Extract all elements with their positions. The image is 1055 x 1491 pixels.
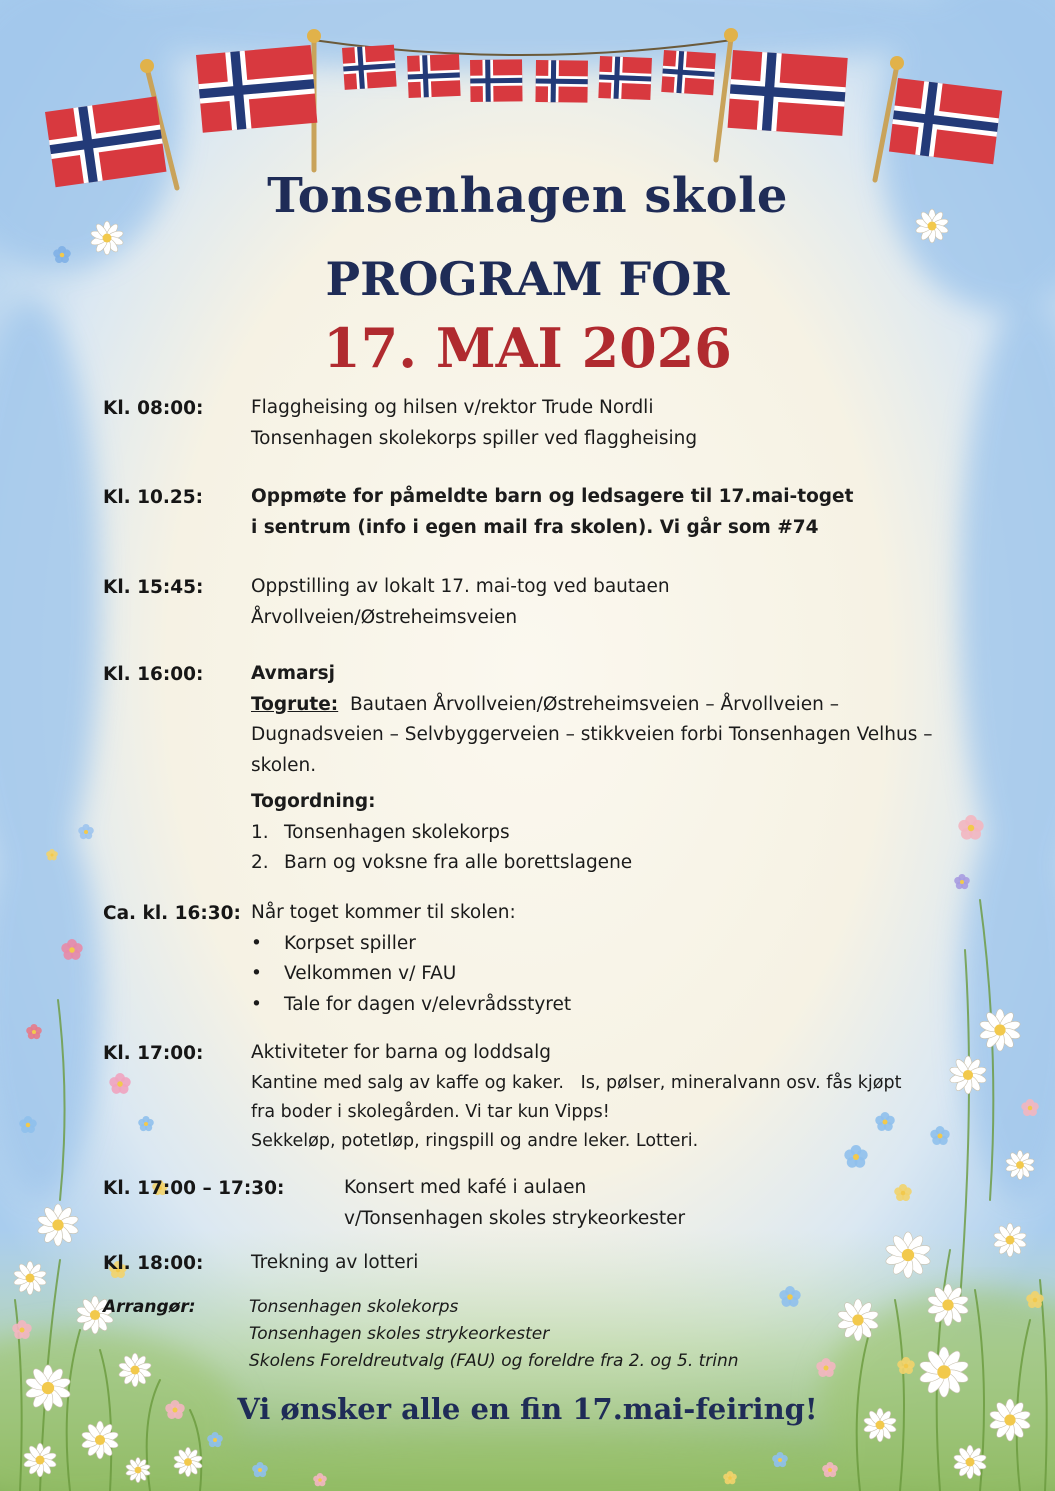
bullet-text: Tale for dagen v/elevrådsstyret (284, 993, 572, 1015)
route-text: skolen. (251, 754, 317, 776)
time-1700-1730: Kl. 17:00 – 17:30: (103, 1178, 285, 1199)
order-label: Togordning: (251, 791, 376, 812)
norwegian-flag (889, 78, 1002, 164)
organizer-name: Tonsenhagen skoles strykeorkester (249, 1324, 550, 1344)
entry-1600 (251, 659, 933, 879)
flag-bunting (407, 54, 461, 98)
order-item (251, 848, 933, 879)
entry-line: Tonsenhagen skolekorps spiller ved flaggheising (251, 427, 698, 449)
flag-bunting (535, 60, 588, 103)
entry-line: Når toget kommer til skolen: (251, 902, 516, 923)
order-number: 1. (251, 821, 269, 843)
organizers-label: Arrangør: (103, 1297, 196, 1317)
order-item (251, 818, 933, 849)
order-text: Tonsenhagen skolekorps (284, 821, 510, 843)
bullet-item (251, 929, 571, 960)
organizer-name: Tonsenhagen skolekorps (249, 1297, 459, 1317)
entry-line: Årvollveien/Østreheimsveien (251, 606, 518, 628)
norwegian-flag (728, 50, 848, 136)
flag-bunting (598, 56, 652, 100)
organizers-list (249, 1294, 739, 1375)
bullet-item (251, 990, 571, 1021)
bullet-text: Velkommen v/ FAU (284, 963, 457, 984)
flag-bunting (661, 50, 716, 95)
route-line (251, 690, 933, 721)
entry-1545 (251, 572, 670, 633)
flag-bunting (342, 45, 397, 90)
entry-line: i sentrum (info i egen mail fra skolen). Vi går som #74 (251, 516, 819, 538)
entry-line: Kantine med salg av kaffe og kaker. Is, pølser, mineralvann osv. fås kjøpt (251, 1072, 902, 1093)
event-date: 17. MAI 2026 (323, 316, 732, 380)
entry-1700 (251, 1038, 901, 1156)
flag-bunting (470, 59, 523, 102)
bullet-icon: • (251, 993, 262, 1015)
entry-1700-1730 (344, 1173, 685, 1234)
entry-1025 (251, 482, 853, 543)
time-1700: Kl. 17:00: (103, 1043, 204, 1064)
organizer-name: Skolens Foreldreutvalg (FAU) og foreldre fra 2. og 5. trinn (249, 1351, 739, 1371)
time-1800: Kl. 18:00: (103, 1253, 204, 1274)
time-1630: Ca. kl. 16:30: (103, 903, 241, 924)
order-number: 2. (251, 852, 269, 873)
time-1025: Kl. 10.25: (103, 487, 204, 508)
entry-line: Trekning av lotteri (251, 1252, 419, 1273)
entry-line: v/Tonsenhagen skoles strykeorkester (344, 1207, 686, 1229)
entry-line: Konsert med kafé i aulaen (344, 1177, 587, 1198)
entry-line: fra boder i skolegården. Vi tar kun Vipps! (251, 1101, 610, 1122)
time-1545: Kl. 15:45: (103, 577, 204, 598)
time-1600: Kl. 16:00: (103, 664, 204, 685)
bullet-icon: • (251, 963, 262, 984)
bullet-icon: • (251, 932, 262, 954)
norwegian-flag (196, 45, 317, 133)
entry-line: Flaggheising og hilsen v/rektor Trude Nordli (251, 397, 654, 418)
time-0800: Kl. 08:00: (103, 398, 204, 419)
closing-greeting: Vi ønsker alle en fin 17.mai-feiring! (237, 1392, 818, 1426)
bullet-item (251, 959, 571, 990)
school-name: Tonsenhagen skole (267, 168, 788, 224)
entry-line: Oppstilling av lokalt 17. mai-tog ved bautaen (251, 576, 670, 597)
entry-1800 (251, 1248, 418, 1279)
route-text: Dugnadsveien – Selvbyggerveien – stikkveien forbi Tonsenhagen Velhus – (251, 724, 933, 745)
entry-heading: Avmarsj (251, 663, 335, 684)
entry-line: Sekkeløp, potetløp, ringspill og andre leker. Lotteri. (251, 1130, 699, 1151)
entry-0800 (251, 393, 697, 454)
bullet-text: Korpset spiller (284, 932, 416, 954)
entry-line: Aktiviteter for barna og loddsalg (251, 1042, 551, 1063)
program-heading: PROGRAM FOR (325, 252, 730, 306)
entry-line: Oppmøte for påmeldte barn og ledsagere til 17.mai-toget (251, 486, 854, 507)
route-text: Bautaen Årvollveien/Østreheimsveien – Årvollveien – (349, 693, 839, 715)
order-text: Barn og voksne fra alle borettslagene (284, 852, 633, 873)
entry-1630 (251, 898, 571, 1020)
route-label: Togrute: (251, 693, 339, 715)
